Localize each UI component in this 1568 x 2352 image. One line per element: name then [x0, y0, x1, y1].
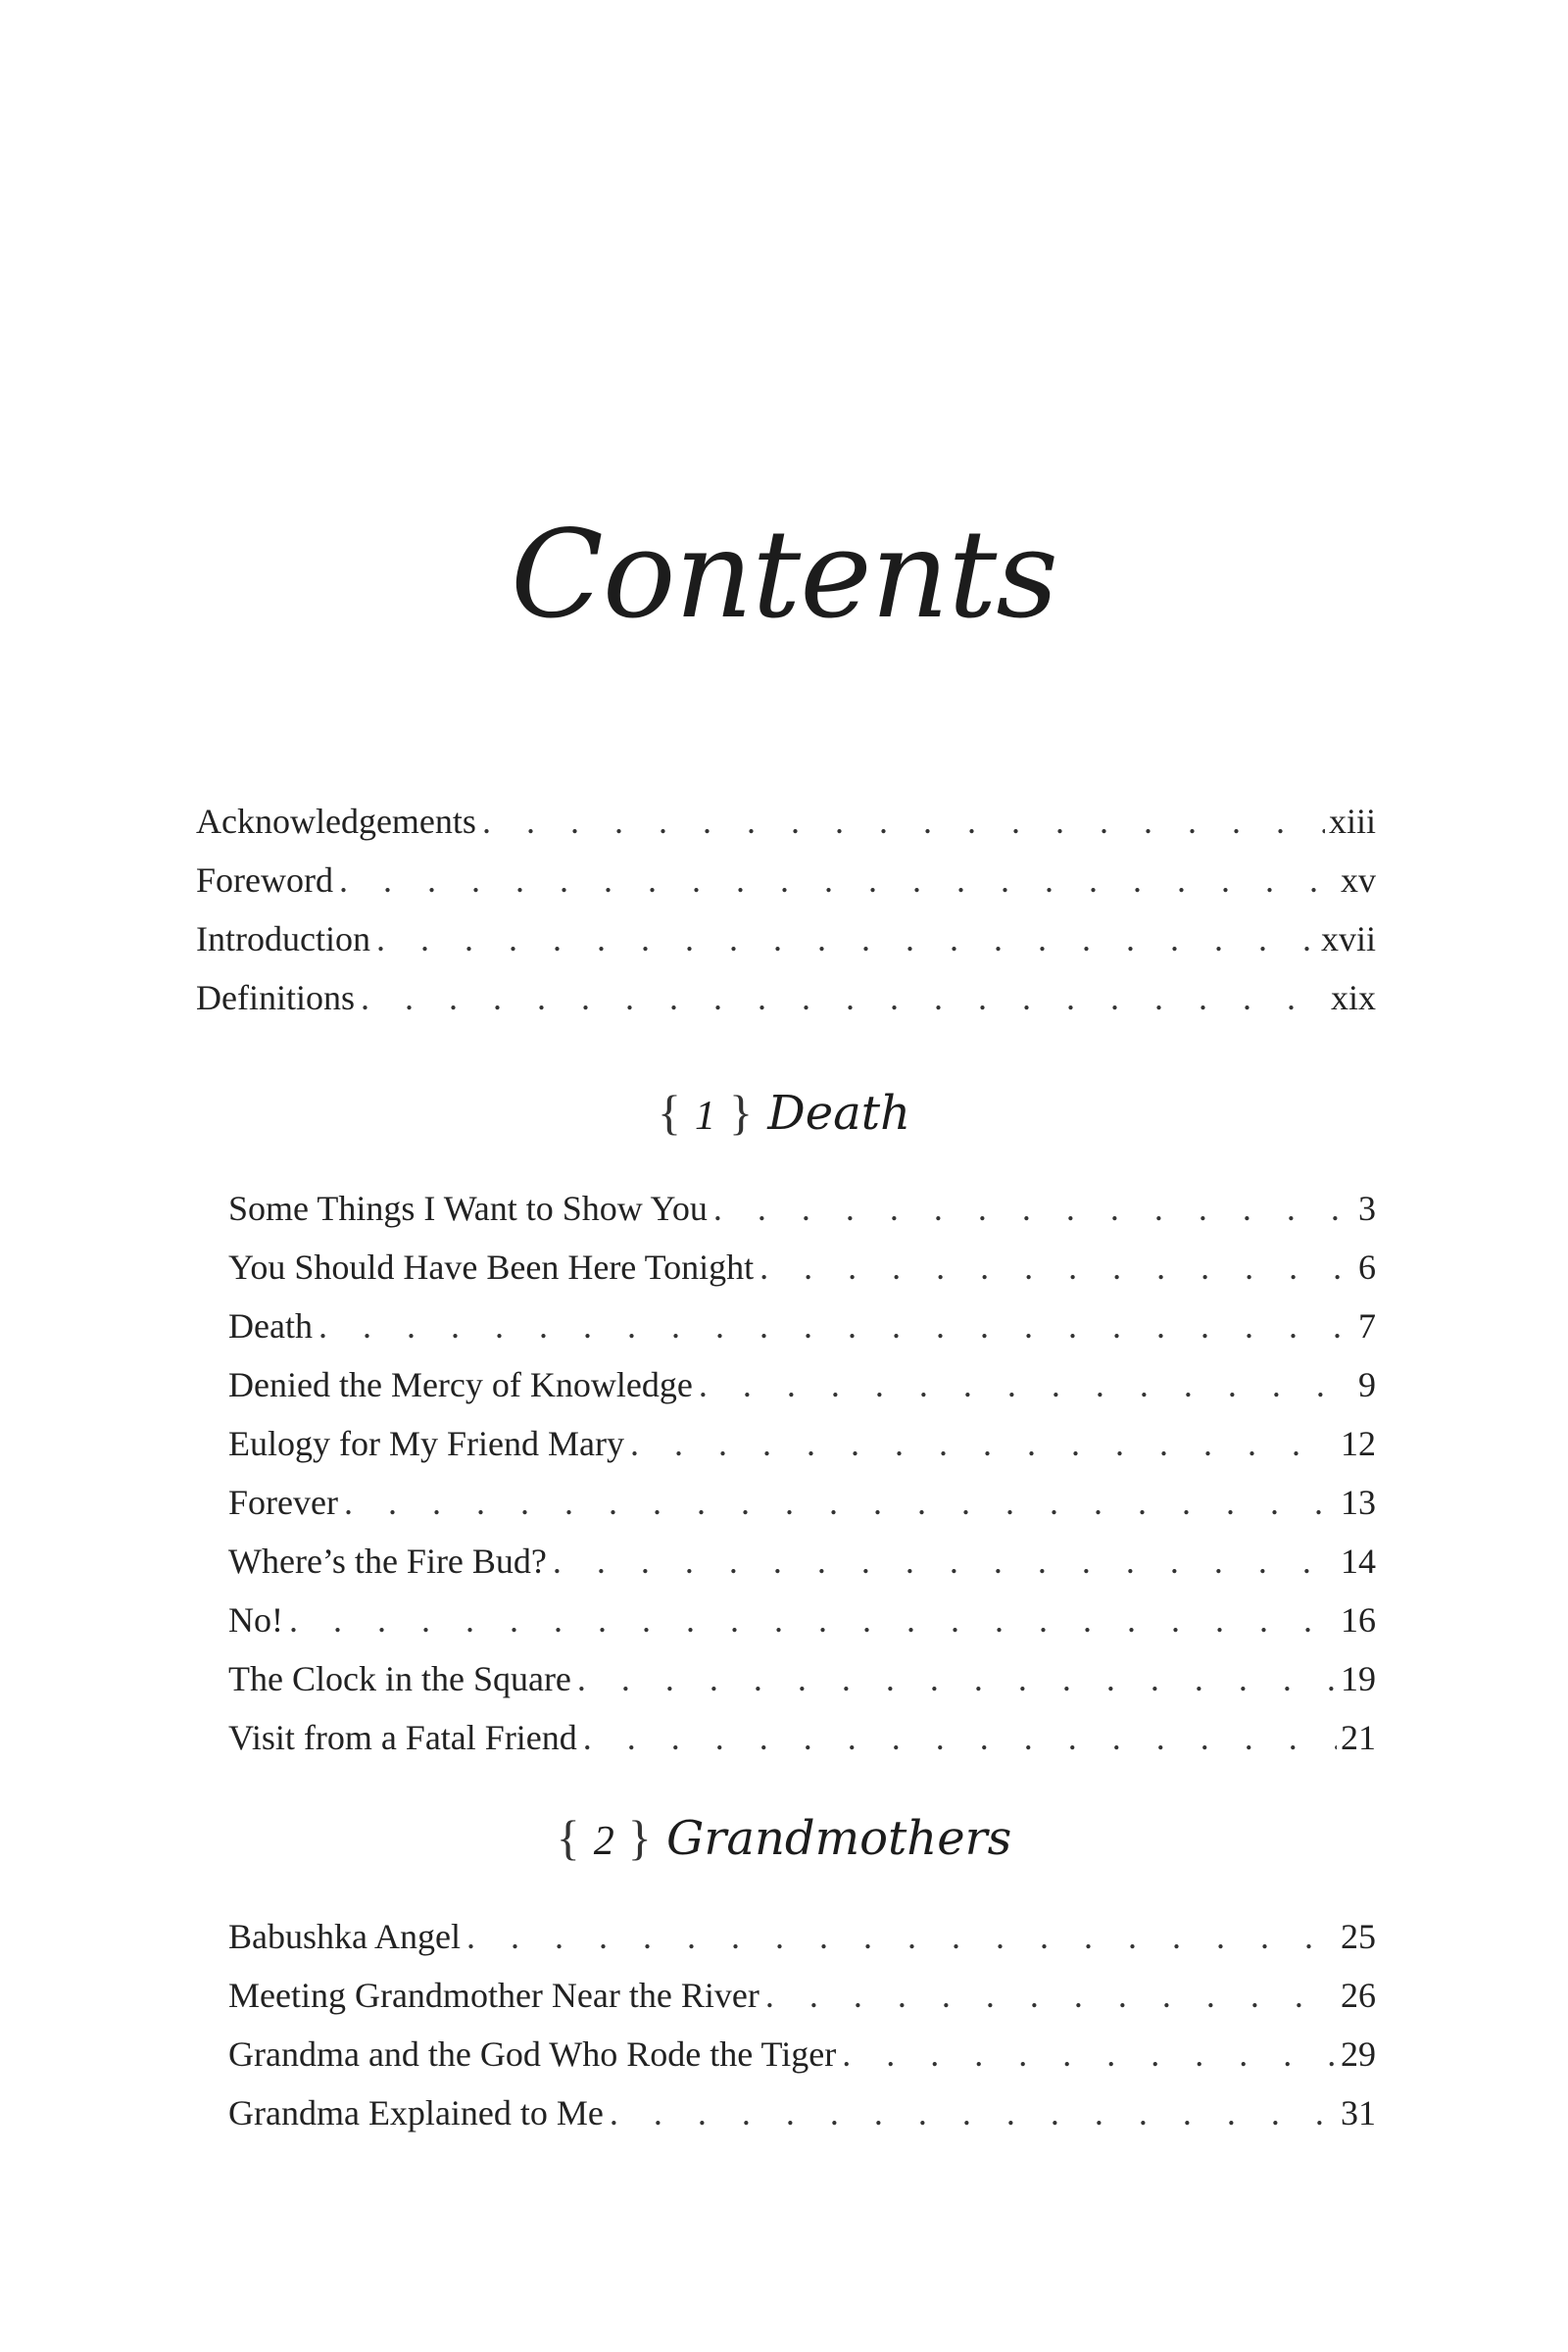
toc-entry[interactable]	[228, 1414, 1376, 1473]
toc-entry[interactable]	[228, 1473, 1376, 1532]
toc-entry-page: 12	[1341, 1424, 1376, 1463]
brace-open: {	[556, 1810, 580, 1865]
toc-entry-title: Definitions	[196, 978, 355, 1017]
brace-close: }	[729, 1085, 753, 1140]
toc-entry-title: Death	[228, 1306, 313, 1346]
toc-entry[interactable]	[228, 1355, 1376, 1414]
toc-entry[interactable]	[228, 2025, 1376, 2083]
section-heading-death	[0, 1085, 1568, 1141]
section-death-list	[228, 1179, 1376, 1767]
toc-entry-title: Forever	[228, 1483, 338, 1522]
dot-leader	[289, 1591, 1337, 1649]
toc-entry[interactable]	[228, 1179, 1376, 1238]
toc-entry[interactable]	[228, 1907, 1376, 1966]
dot-leader	[765, 1966, 1337, 2025]
toc-entry-page: xix	[1330, 978, 1376, 1017]
toc-entry-page: 25	[1341, 1917, 1376, 1956]
toc-entry-title: Eulogy for My Friend Mary	[228, 1424, 624, 1463]
front-matter-list	[196, 792, 1376, 1027]
toc-entry-title: Some Things I Want to Show You	[228, 1189, 708, 1228]
brace-open: {	[658, 1085, 681, 1140]
toc-entry-title: Babushka Angel	[228, 1917, 461, 1956]
dot-leader	[699, 1355, 1354, 1414]
toc-entry-page: 7	[1358, 1306, 1376, 1346]
toc-entry-title: Where’s the Fire Bud?	[228, 1542, 547, 1581]
toc-entry-page: 3	[1358, 1189, 1376, 1228]
dot-leader	[577, 1649, 1337, 1708]
dot-leader	[630, 1414, 1337, 1473]
dot-leader	[482, 792, 1325, 851]
toc-entry-page: 13	[1341, 1483, 1376, 1522]
toc-entry-page: 26	[1341, 1976, 1376, 2015]
toc-entry-title: The Clock in the Square	[228, 1659, 571, 1698]
toc-entry-page: 31	[1341, 2093, 1376, 2132]
toc-entry-page: xv	[1341, 860, 1376, 900]
section-heading-grandmothers	[0, 1810, 1568, 1866]
toc-entry[interactable]	[196, 851, 1376, 909]
toc-entry-title: Acknowledgements	[196, 802, 476, 841]
toc-entry-page: 16	[1341, 1600, 1376, 1640]
toc-entry-page: xvii	[1320, 919, 1376, 958]
toc-entry-page: 21	[1341, 1718, 1376, 1757]
toc-entry[interactable]	[196, 792, 1376, 851]
dot-leader	[339, 851, 1337, 909]
section-number: 1	[695, 1094, 715, 1139]
toc-entry-title: Grandma and the God Who Rode the Tiger	[228, 2034, 837, 2074]
toc-entry-title: Foreword	[196, 860, 333, 900]
section-name: Death	[767, 1086, 910, 1141]
toc-entry[interactable]	[228, 1238, 1376, 1297]
dot-leader	[344, 1473, 1337, 1532]
toc-entry[interactable]	[196, 909, 1376, 968]
dot-leader	[610, 2083, 1337, 2142]
section-name: Grandmothers	[666, 1811, 1012, 1866]
toc-entry-title: No!	[228, 1600, 283, 1640]
toc-entry[interactable]	[228, 1532, 1376, 1591]
dot-leader	[361, 968, 1327, 1027]
toc-entry-title: Visit from a Fatal Friend	[228, 1718, 577, 1757]
page-title: Contents	[511, 505, 1057, 646]
dot-leader	[553, 1532, 1337, 1591]
toc-entry-title: You Should Have Been Here Tonight	[228, 1248, 755, 1287]
toc-entry-page: 9	[1358, 1365, 1376, 1404]
toc-entry-page: 19	[1341, 1659, 1376, 1698]
toc-entry[interactable]	[228, 2083, 1376, 2142]
toc-entry-page: 14	[1341, 1542, 1376, 1581]
dot-leader	[713, 1179, 1354, 1238]
toc-entry-page: xiii	[1328, 802, 1376, 841]
toc-entry-title: Introduction	[196, 919, 370, 958]
toc-entry-title: Meeting Grandmother Near the River	[228, 1976, 760, 2015]
toc-entry[interactable]	[228, 1649, 1376, 1708]
section-number: 2	[593, 1819, 614, 1864]
toc-entry-page: 6	[1358, 1248, 1376, 1287]
dot-leader	[376, 909, 1317, 968]
toc-entry-page: 29	[1341, 2034, 1376, 2074]
toc-entry[interactable]	[228, 1297, 1376, 1355]
toc-entry[interactable]	[228, 1966, 1376, 2025]
toc-entry[interactable]	[228, 1591, 1376, 1649]
dot-leader	[466, 1907, 1337, 1966]
section-grandmothers-list	[228, 1907, 1376, 2142]
toc-entry[interactable]	[228, 1708, 1376, 1767]
toc-entry[interactable]	[196, 968, 1376, 1027]
brace-close: }	[627, 1810, 652, 1865]
toc-entry-title: Denied the Mercy of Knowledge	[228, 1365, 693, 1404]
toc-entry-title: Grandma Explained to Me	[228, 2093, 604, 2132]
dot-leader	[760, 1238, 1354, 1297]
dot-leader	[318, 1297, 1354, 1355]
dot-leader	[583, 1708, 1337, 1767]
dot-leader	[842, 2025, 1337, 2083]
